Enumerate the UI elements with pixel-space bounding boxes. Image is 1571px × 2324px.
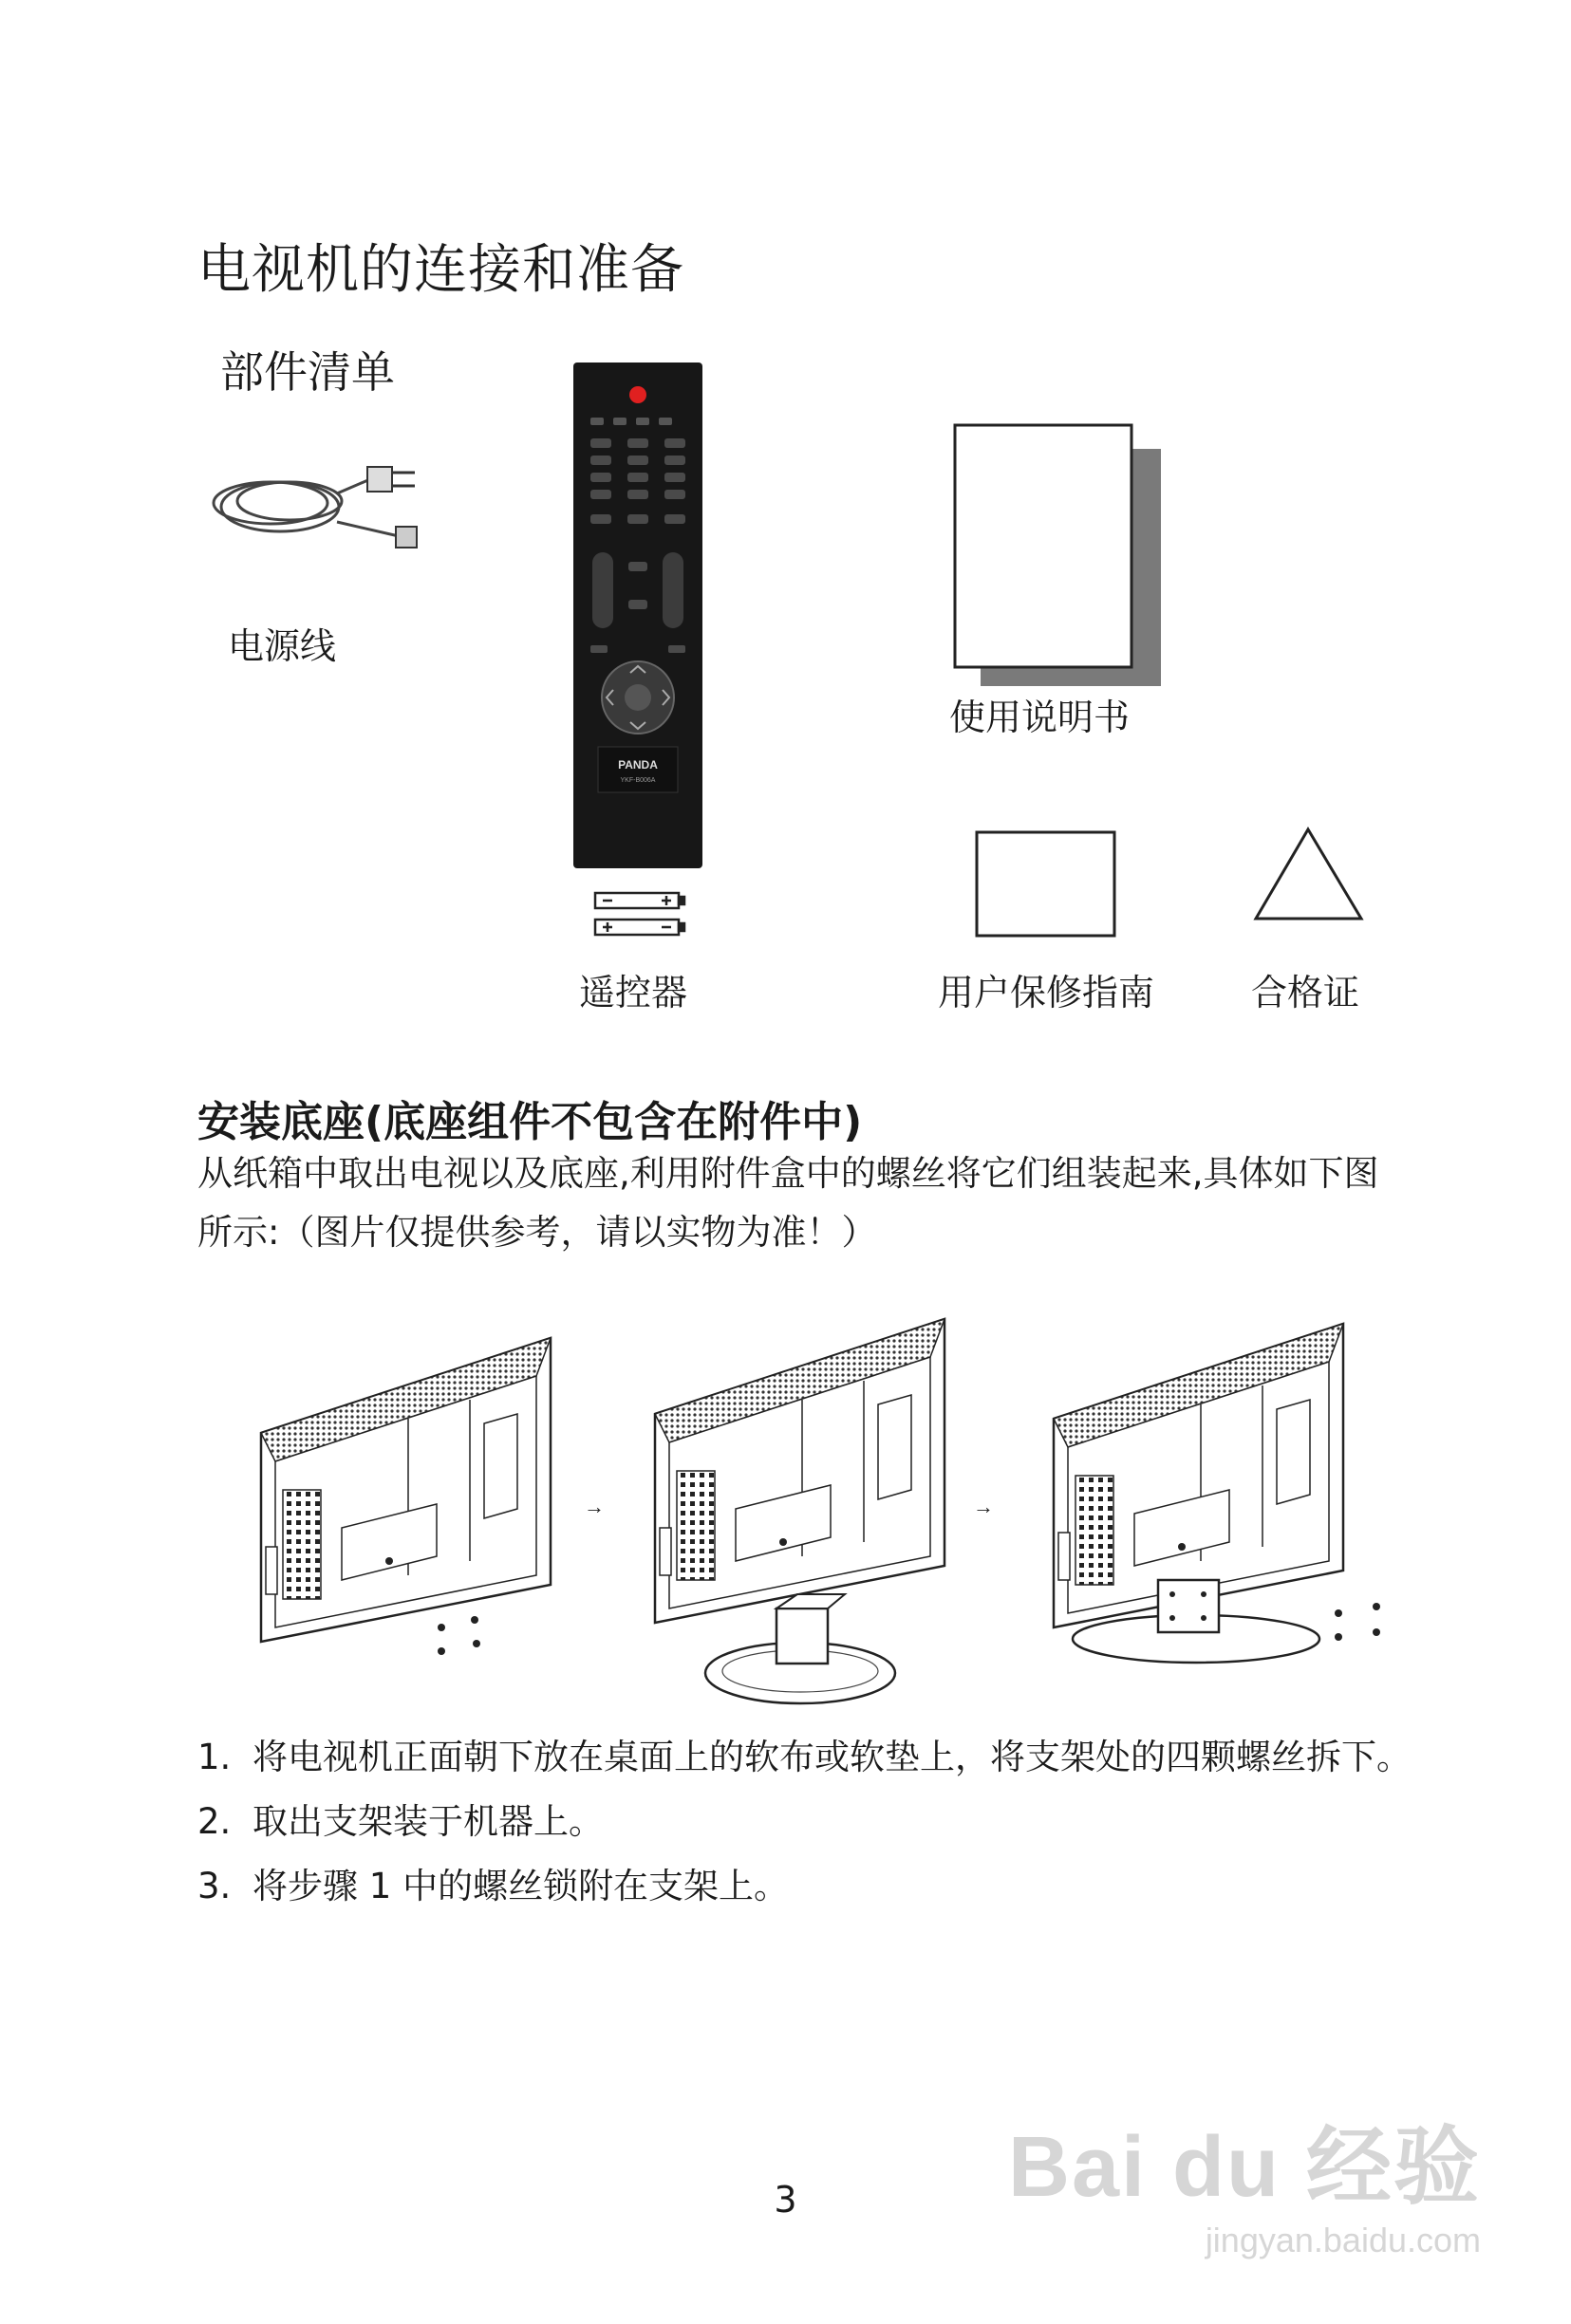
- parts-heading: 部件清单: [220, 346, 395, 398]
- remote-brand: PANDA: [618, 758, 658, 772]
- remote-model: YKF-B006A: [620, 777, 656, 784]
- remote-control: [573, 363, 706, 870]
- watermark-url: jingyan.baidu.com: [1205, 2221, 1481, 2259]
- manual-icon: [952, 422, 1170, 693]
- steps-list: [197, 1731, 1431, 1924]
- svg-text:→: →: [973, 1495, 994, 1518]
- step-item: 2. 取出支架装于机器上。: [197, 1801, 604, 1842]
- battery-icon: [593, 887, 688, 944]
- certificate-label: 合格证: [1251, 972, 1360, 1013]
- screws: [438, 1616, 480, 1655]
- power-cord-label: 电源线: [228, 625, 337, 667]
- installation-diagram: [237, 1305, 1433, 1722]
- stand-base: [705, 1594, 895, 1703]
- page-title: 电视机的连接和准备: [197, 239, 684, 301]
- install-heading: 安装底座(底座组件不包含在附件中): [197, 1098, 863, 1146]
- certificate-icon: [1253, 826, 1367, 922]
- watermark-logo: Bai du 经验: [1007, 2120, 1481, 2215]
- page-number: 3: [774, 2179, 797, 2221]
- install-paragraph: 从纸箱中取出电视以及底座,利用附件盒中的螺丝将它们组装起来,具体如下图所示:（图片仅提供参考，请以实物为准！）: [197, 1153, 1379, 1253]
- power-cord-icon: [195, 446, 422, 560]
- step-item: 3. 将步骤 1 中的螺丝锁附在支架上。: [197, 1866, 790, 1906]
- remote-label: 遥控器: [579, 972, 688, 1013]
- manual-label: 使用说明书: [949, 697, 1131, 738]
- warranty-label: 用户保修指南: [938, 972, 1155, 1013]
- svg-text:→: →: [584, 1495, 605, 1518]
- warranty-card-icon: [975, 830, 1117, 939]
- step-item: 1. 将电视机正面朝下放在桌面上的软布或软垫上，将支架处的四颗螺丝拆下。: [197, 1737, 1412, 1777]
- watermark: [1008, 2097, 1481, 2260]
